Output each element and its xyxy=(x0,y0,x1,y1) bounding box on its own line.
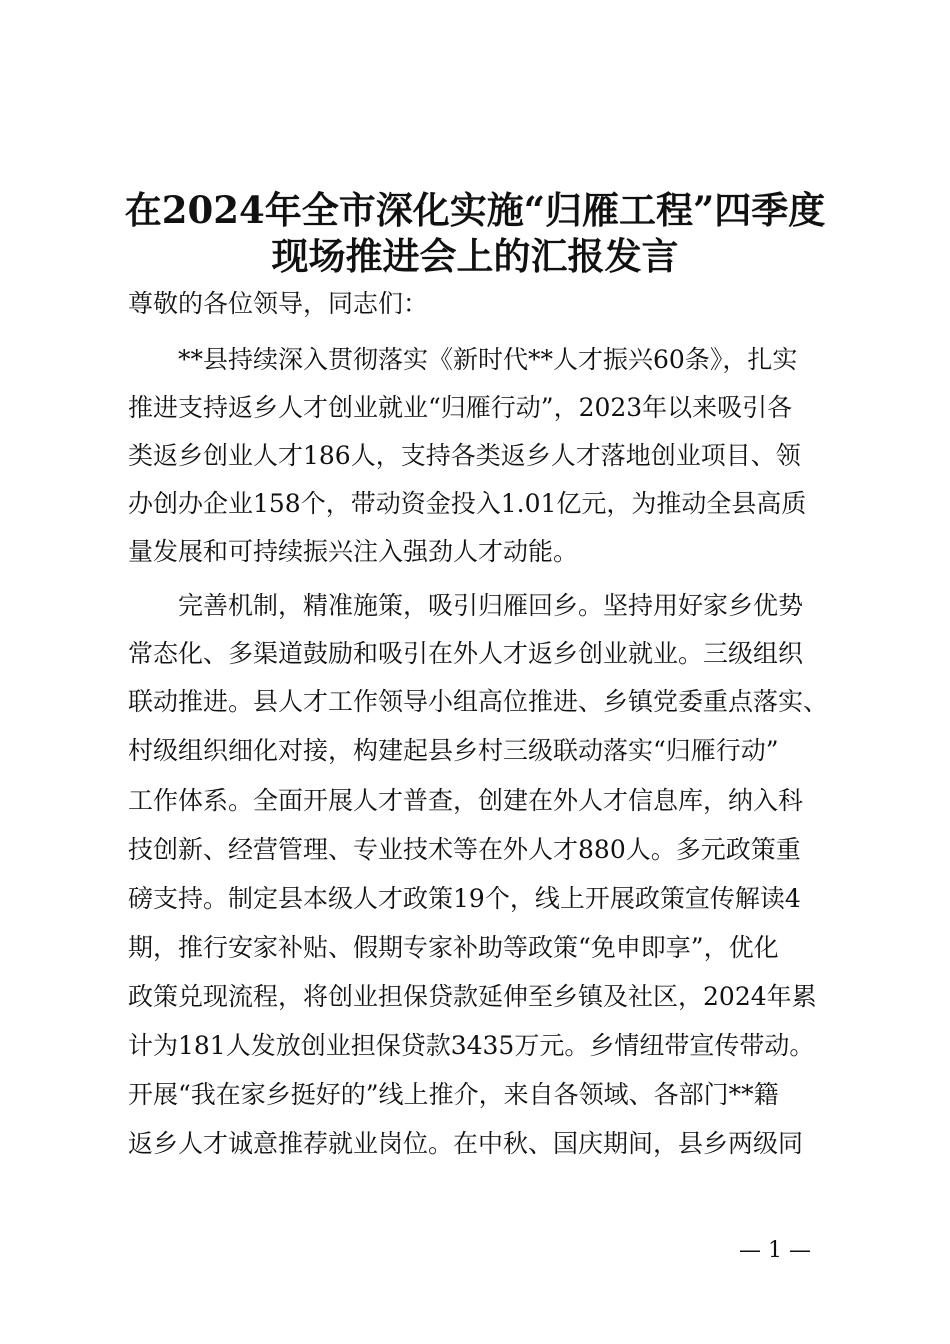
body-line: 政策兑现流程，将创业担保贷款延伸至乡镇及社区，2024年累 xyxy=(128,982,817,1011)
page-number: — 1 — xyxy=(739,1238,811,1263)
body-line: 类返乡创业人才186人，支持各类返乡人才落地创业项目、领 xyxy=(128,441,801,470)
body-line: 联动推进。县人才工作领导小组高位推进、乡镇党委重点落实、 xyxy=(128,687,829,716)
document-title-line-2: 现场推进会上的汇报发言 xyxy=(271,234,679,278)
body-line: 量发展和可持续振兴注入强劲人才动能。 xyxy=(128,537,579,566)
body-line: 返乡人才诚意推荐就业岗位。在中秋、国庆期间，县乡两级同 xyxy=(128,1129,804,1158)
body-line: **县持续深入贯彻落实《新时代**人才振兴60条》，扎实 xyxy=(128,345,798,374)
body-line: 开展“我在家乡挺好的”线上推介，来自各领域、各部门**籍 xyxy=(128,1080,779,1109)
body-line: 磅支持。制定县本级人才政策19个，线上开展政策宣传解读4 xyxy=(128,884,801,913)
document-title-line-1: 在2024年全市深化实施“归雁工程”四季度 xyxy=(124,188,826,232)
body-line: 技创新、经营管理、专业技术等在外人才880人。多元政策重 xyxy=(128,835,801,864)
salutation: 尊敬的各位领导，同志们： xyxy=(128,289,429,318)
body-line: 工作体系。全面开展人才普查，创建在外人才信息库，纳入科 xyxy=(128,786,804,815)
body-line: 村级组织细化对接，构建起县乡村三级联动落实“归雁行动” xyxy=(128,736,779,765)
body-line: 期，推行安家补贴、假期专家补助等政策“免申即享”，优化 xyxy=(128,933,779,962)
body-line: 计为181人发放创业担保贷款3435万元。乡情纽带宣传带动。 xyxy=(128,1031,815,1060)
body-line: 推进支持返乡人才创业就业“归雁行动”，2023年以来吸引各 xyxy=(128,393,793,422)
body-line: 完善机制，精准施策，吸引归雁回乡。坚持用好家乡优势 xyxy=(128,591,804,620)
body-line: 常态化、多渠道鼓励和吸引在外人才返乡创业就业。三级组织 xyxy=(128,639,804,668)
body-line: 办创办企业158个，带动资金投入1.01亿元，为推动全县高质 xyxy=(128,489,807,518)
